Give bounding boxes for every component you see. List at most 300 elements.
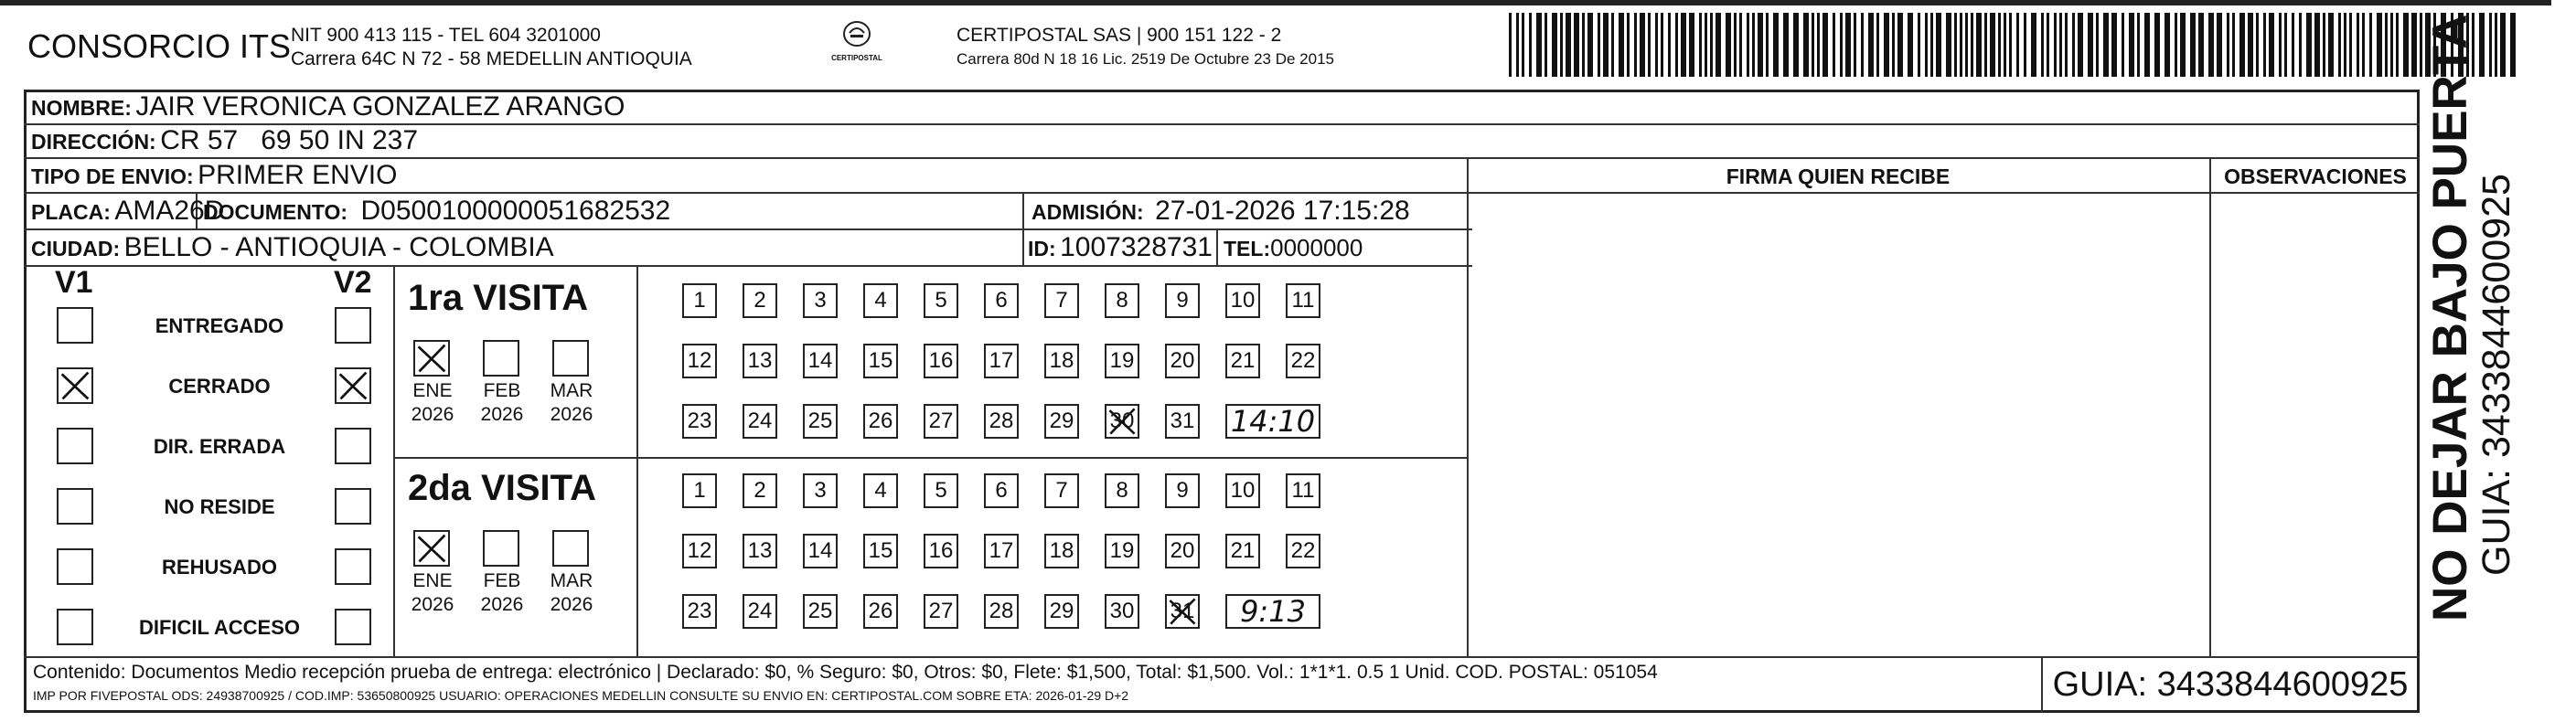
handwritten-time: 14:10 [1225, 404, 1320, 439]
document-cell [203, 196, 670, 227]
day-checkbox[interactable] [924, 594, 958, 629]
day-checkbox[interactable] [984, 404, 1019, 439]
col-divider [1467, 157, 1469, 656]
barcode-bar [2122, 13, 2124, 77]
day-checkbox[interactable] [1165, 594, 1200, 629]
id-cell [1028, 232, 1213, 263]
day-checkbox[interactable] [984, 344, 1019, 378]
barcode-bar [2338, 13, 2341, 77]
barcode-bar [1833, 13, 1835, 77]
barcode-bar [1990, 13, 1995, 77]
barcode-bar [1582, 13, 1585, 77]
year-label: 2026 [411, 594, 454, 615]
barcode-bar [2175, 13, 2177, 77]
day-checkbox[interactable] [1044, 283, 1079, 318]
barcode-bar [1699, 13, 1702, 77]
barcode-bar [1509, 13, 1512, 77]
ship-type-label: TIPO DE ENVIO: [31, 165, 194, 188]
barcode-bar [1668, 13, 1671, 77]
barcode-bar [1661, 13, 1663, 77]
barcode-bar [1803, 13, 1809, 77]
month-checkbox[interactable] [413, 340, 450, 377]
day-number: 22 [1290, 348, 1316, 373]
day-checkbox[interactable] [1105, 473, 1139, 508]
day-checkbox[interactable] [863, 594, 898, 629]
barcode-bar [2239, 13, 2245, 77]
day-checkbox[interactable] [924, 344, 958, 378]
day-number: 31 [1170, 599, 1195, 623]
day-checkbox[interactable] [1165, 534, 1200, 568]
day-checkbox[interactable] [924, 534, 958, 568]
status-label: DIFICIL ACCESO [138, 616, 300, 639]
barcode-bar [2306, 13, 2312, 77]
day-checkbox[interactable] [863, 283, 898, 318]
barcode-bar [1611, 13, 1614, 77]
month-checkbox[interactable] [483, 530, 519, 567]
side-notice [2425, 14, 2517, 621]
barcode-bar [2164, 13, 2170, 77]
day-number: 16 [928, 538, 954, 563]
month-checkbox[interactable] [413, 530, 450, 567]
barcode-bar [1845, 13, 1851, 77]
barcode-bar [2263, 13, 2266, 77]
plate-value: AMA26D [114, 196, 225, 226]
barcode-bar [1675, 13, 1678, 77]
row-divider [24, 265, 1472, 267]
day-checkbox[interactable] [682, 594, 717, 629]
barcode-bar [1936, 13, 1941, 77]
name-value: JAIR VERONICA GONZALEZ ARANGO [135, 91, 625, 122]
barcode-bar [1747, 13, 1749, 77]
barcode-bar [1918, 13, 1920, 77]
day-checkbox[interactable] [1105, 283, 1139, 318]
status-label: ENTREGADO [155, 314, 284, 337]
company-info [291, 24, 692, 71]
footer-divider [24, 656, 2420, 658]
day-number: 31 [1170, 409, 1195, 433]
barcode-bar [2031, 13, 2036, 77]
handwritten-x-mark [59, 369, 91, 402]
v1-checkbox[interactable] [57, 548, 93, 585]
day-checkbox[interactable] [743, 534, 777, 568]
day-checkbox[interactable] [863, 404, 898, 439]
v1-checkbox[interactable] [57, 428, 93, 464]
barcode-bar [1971, 13, 1973, 77]
barcode-bar [1897, 13, 1903, 77]
barcode-bar [2284, 13, 2287, 77]
barcode-bar [2217, 13, 2222, 77]
barcode-bar [1783, 13, 1789, 77]
barcode-bar [2047, 13, 2049, 77]
day-checkbox[interactable] [1105, 594, 1139, 629]
day-number: 1 [693, 478, 706, 503]
logo-emblem-icon [839, 20, 875, 51]
barcode-bar [1793, 13, 1799, 77]
year-label: 2026 [411, 404, 454, 425]
footer-printer: IMP POR FIVEPOSTAL ODS: 24938700925 / COD.IMP: 53650800925 USUARIO: OPERACIONES MEDELLIN CONSULTE SU ENVIO EN: CERTIPOSTAL.COM SOBRE ETA: 2026-01-29 D+2 [33, 688, 1129, 703]
barcode-bar [2396, 13, 2399, 77]
v2-checkbox[interactable] [335, 428, 371, 464]
barcode-bar [2362, 13, 2365, 77]
row-divider [24, 228, 1472, 230]
city-cell [31, 232, 554, 263]
day-number: 10 [1230, 288, 1256, 313]
barcode-bar [1529, 13, 1532, 77]
day-checkbox[interactable] [682, 344, 717, 378]
tel-value: 0000000 [1270, 234, 1363, 261]
name-row [31, 91, 625, 122]
barcode-bar [1925, 13, 1928, 77]
barcode-bar [1752, 13, 1755, 77]
handwritten-x-mark [337, 369, 369, 402]
top-border-line [0, 0, 2551, 5]
day-checkbox[interactable] [1225, 283, 1260, 318]
barcode-bar [1681, 13, 1686, 77]
barcode-bar [1876, 13, 1879, 77]
status-label: NO RESIDE [164, 495, 275, 518]
barcode-bar [1984, 13, 1987, 77]
barcode-bar [1773, 13, 1779, 77]
day-checkbox[interactable] [1286, 534, 1320, 568]
day-number: 11 [1291, 288, 1315, 313]
day-number: 10 [1230, 478, 1256, 503]
barcode-bar [2078, 13, 2083, 77]
barcode-bar [2420, 13, 2422, 77]
barcode-bar [2411, 13, 2417, 77]
barcode-bar [1560, 13, 1563, 77]
day-checkbox[interactable] [1165, 283, 1200, 318]
v2-checkbox[interactable] [335, 548, 371, 585]
day-number: 25 [807, 599, 833, 623]
day-number: 26 [868, 599, 893, 623]
day-number: 18 [1049, 538, 1074, 563]
day-checkbox[interactable] [924, 404, 958, 439]
day-checkbox[interactable] [1044, 404, 1079, 439]
barcode-bar [1960, 13, 1962, 77]
barcode-bar [1640, 13, 1645, 77]
day-number: 25 [807, 409, 833, 433]
day-checkbox[interactable] [743, 344, 777, 378]
day-number: 11 [1291, 478, 1315, 503]
v2-checkbox[interactable] [335, 488, 371, 525]
day-checkbox[interactable] [1286, 344, 1320, 378]
document-label: DOCUMENTO: [203, 200, 348, 224]
day-number: 13 [747, 348, 773, 373]
day-checkbox[interactable] [1225, 344, 1260, 378]
barcode-bar [1716, 13, 1721, 77]
v2-checkbox[interactable] [335, 609, 371, 645]
v1-checkbox[interactable] [57, 367, 93, 404]
row-divider [24, 157, 2420, 159]
month-checkbox[interactable] [483, 340, 519, 377]
barcode-bar [2180, 13, 2186, 77]
document-value: D0500100000051682532 [360, 196, 671, 226]
carrier-address: Carrera 80d N 18 16 Lic. 2519 De Octubre 23 De 2015 [957, 50, 1334, 68]
barcode-bar [1734, 13, 1737, 77]
barcode-bar [1954, 13, 1957, 77]
year-label: 2026 [550, 594, 593, 615]
day-number: 7 [1055, 288, 1068, 313]
day-number: 7 [1055, 478, 1068, 503]
day-checkbox[interactable] [682, 283, 717, 318]
day-number: 14 [807, 348, 833, 373]
company-nit: NIT 900 413 115 - TEL 604 3201000 [291, 25, 601, 46]
admission-label: ADMISIÓN: [1031, 200, 1144, 224]
barcode-bar [1868, 13, 1874, 77]
day-number: 24 [747, 599, 773, 623]
status-label: REHUSADO [162, 556, 277, 579]
barcode-bar [1587, 13, 1593, 77]
status-label: CERRADO [168, 375, 271, 398]
day-number: 28 [989, 409, 1014, 433]
v2-checkbox[interactable] [335, 307, 371, 344]
barcode-bar [2344, 13, 2346, 77]
day-number: 3 [814, 288, 827, 313]
day-number: 14 [807, 538, 833, 563]
year-label: 2026 [480, 594, 524, 615]
day-number: 5 [935, 478, 947, 503]
day-number: 26 [868, 409, 893, 433]
month-label: FEB [483, 380, 521, 401]
day-checkbox[interactable] [1286, 283, 1320, 318]
barcode-bar [2349, 13, 2352, 77]
v2-checkbox[interactable] [335, 367, 371, 404]
month-label: ENE [412, 380, 453, 401]
barcode-bar [2009, 13, 2012, 77]
barcode-bar [2299, 13, 2302, 77]
day-checkbox[interactable] [1105, 404, 1139, 439]
barcode-bar [1545, 13, 1547, 77]
day-number: 2 [754, 478, 766, 503]
barcode-bar [2377, 13, 2382, 77]
barcode-bar [2227, 13, 2229, 77]
day-checkbox[interactable] [984, 594, 1019, 629]
barcode-bar [1854, 13, 1856, 77]
v1-label: V1 [55, 265, 93, 300]
month-label: ENE [412, 570, 453, 591]
barcode-bar [1739, 13, 1742, 77]
day-number: 8 [1116, 288, 1128, 313]
day-checkbox[interactable] [743, 404, 777, 439]
barcode-bar [2357, 13, 2359, 77]
v1-checkbox[interactable] [57, 609, 93, 645]
barcode-bar [1634, 13, 1637, 77]
company-name: CONSORCIO ITS [27, 27, 292, 65]
col-divider [1022, 192, 1024, 265]
day-checkbox[interactable] [1165, 404, 1200, 439]
first-visit-title: 1ra VISITA [408, 278, 589, 318]
day-checkbox[interactable] [984, 473, 1019, 508]
day-number: 21 [1230, 348, 1256, 373]
barcode-bar [2154, 13, 2160, 77]
carrier-name: CERTIPOSTAL SAS | 900 151 122 - 2 [957, 25, 1282, 46]
year-label: 2026 [480, 404, 524, 425]
barcode-bar [1552, 13, 1557, 77]
day-checkbox[interactable] [1105, 344, 1139, 378]
barcode-bar [2065, 13, 2068, 77]
footer-contents: Contenido: Documentos Medio recepción prueba de entrega: electrónico | Declarado: $0, % Seguro: $0, Otros: $0, Flete: $1,500, Total: $1,500. Vol.: 1*1*1. 0.5 1 Unid. COD. POSTAL: 051054 [33, 662, 1658, 683]
barcode-bar [2054, 13, 2057, 77]
day-checkbox[interactable] [743, 473, 777, 508]
barcode-bar [1930, 13, 1933, 77]
day-number: 6 [995, 288, 1008, 313]
day-number: 12 [687, 538, 712, 563]
barcode [1507, 13, 2522, 77]
day-checkbox[interactable] [984, 283, 1019, 318]
day-checkbox[interactable] [803, 404, 838, 439]
day-number: 13 [747, 538, 773, 563]
v2-label: V2 [334, 265, 372, 300]
barcode-bar [1812, 13, 1814, 77]
day-checkbox[interactable] [1165, 344, 1200, 378]
barcode-bar [2279, 13, 2282, 77]
day-checkbox[interactable] [1286, 473, 1320, 508]
barcode-bar [2256, 13, 2259, 77]
day-checkbox[interactable] [803, 283, 838, 318]
barcode-bar [1758, 13, 1763, 77]
barcode-bar [2016, 13, 2019, 77]
day-checkbox[interactable] [682, 473, 717, 508]
barcode-bar [2248, 13, 2253, 77]
barcode-bar [1840, 13, 1843, 77]
side-notice-main: NO DEJAR BAJO PUERTA [2423, 14, 2477, 621]
barcode-bar [2292, 13, 2294, 77]
admission-value: 27-01-2026 17:15:28 [1155, 196, 1410, 226]
handwritten-time: 9:13 [1225, 594, 1320, 629]
day-checkbox[interactable] [1165, 473, 1200, 508]
col-divider [393, 265, 395, 656]
day-number: 22 [1290, 538, 1316, 563]
barcode-bar [2059, 13, 2062, 77]
barcode-bar [2314, 13, 2320, 77]
day-checkbox[interactable] [743, 283, 777, 318]
barcode-bar [1998, 13, 2001, 77]
day-checkbox[interactable] [1225, 473, 1260, 508]
day-number: 4 [874, 288, 887, 313]
col-divider [1216, 228, 1218, 265]
barcode-bar [2072, 13, 2075, 77]
v1-checkbox[interactable] [57, 307, 93, 344]
day-number: 12 [687, 348, 712, 373]
barcode-bar [1516, 13, 1519, 77]
day-number: 18 [1049, 348, 1074, 373]
barcode-bar [2004, 13, 2006, 77]
id-label: ID: [1028, 237, 1056, 260]
barcode-bar [2096, 13, 2099, 77]
barcode-bar [2103, 13, 2109, 77]
day-number: 30 [1109, 599, 1135, 623]
v1-checkbox[interactable] [57, 488, 93, 525]
day-checkbox[interactable] [1225, 534, 1260, 568]
handwritten-x-mark [415, 342, 448, 375]
month-checkbox[interactable] [552, 340, 589, 377]
status-label: DIR. ERRADA [153, 435, 286, 458]
certipostal-logo [825, 20, 889, 62]
row-divider [24, 192, 1472, 194]
day-checkbox[interactable] [924, 283, 958, 318]
day-checkbox[interactable] [1044, 344, 1079, 378]
day-checkbox[interactable] [803, 534, 838, 568]
year-label: 2026 [550, 404, 593, 425]
barcode-bar [1766, 13, 1769, 77]
barcode-bar [1619, 13, 1624, 77]
day-number: 27 [928, 409, 954, 433]
day-checkbox[interactable] [682, 534, 717, 568]
footer-text [33, 660, 2036, 706]
day-checkbox[interactable] [803, 473, 838, 508]
barcode-bar [1710, 13, 1713, 77]
day-checkbox[interactable] [1105, 534, 1139, 568]
col-divider [2209, 157, 2211, 656]
barcode-bar [1522, 13, 1524, 77]
day-number: 23 [687, 599, 712, 623]
month-label: FEB [483, 570, 521, 591]
month-checkbox[interactable] [552, 530, 589, 567]
barcode-bar [1976, 13, 1982, 77]
barcode-bar [1884, 13, 1889, 77]
side-notice-guide: GUIA: 3433844600925 [2474, 174, 2518, 576]
barcode-bar [2088, 13, 2093, 77]
col-divider [636, 265, 638, 656]
day-checkbox[interactable] [984, 534, 1019, 568]
day-number: 8 [1116, 478, 1128, 503]
day-checkbox[interactable] [924, 473, 958, 508]
barcode-bar [2232, 13, 2235, 77]
barcode-bar [1946, 13, 1951, 77]
day-number: 20 [1170, 538, 1195, 563]
day-number: 3 [814, 478, 827, 503]
plate-cell [31, 196, 224, 227]
month-label: MAR [550, 380, 593, 401]
handwritten-x-mark [1106, 406, 1138, 437]
day-checkbox[interactable] [1044, 534, 1079, 568]
day-number: 5 [935, 288, 947, 313]
day-checkbox[interactable] [803, 594, 838, 629]
barcode-bar [2198, 13, 2204, 77]
day-checkbox[interactable] [803, 344, 838, 378]
plate-label: PLACA: [31, 200, 111, 224]
barcode-bar [1627, 13, 1630, 77]
barcode-bar [1822, 13, 1828, 77]
day-checkbox[interactable] [682, 404, 717, 439]
barcode-bar [1726, 13, 1731, 77]
barcode-bar [2041, 13, 2044, 77]
day-checkbox[interactable] [863, 534, 898, 568]
ship-type-row [31, 160, 397, 191]
barcode-bar [2323, 13, 2325, 77]
row-divider [1467, 192, 2420, 194]
day-number: 29 [1049, 409, 1074, 433]
day-number: 23 [687, 409, 712, 433]
day-checkbox[interactable] [743, 594, 777, 629]
day-checkbox[interactable] [863, 344, 898, 378]
second-visit-title: 2da VISITA [408, 468, 596, 508]
day-checkbox[interactable] [1044, 473, 1079, 508]
city-value: BELLO - ANTIOQUIA - COLOMBIA [123, 232, 554, 262]
day-number: 1 [693, 288, 706, 313]
barcode-bar [1655, 13, 1658, 77]
admission-cell [1031, 196, 1410, 227]
barcode-bar [1566, 13, 1571, 77]
name-label: NOMBRE: [31, 96, 132, 120]
handwritten-x-mark [415, 532, 448, 565]
observations-header: OBSERVACIONES [2224, 165, 2407, 188]
day-checkbox[interactable] [863, 473, 898, 508]
day-number: 2 [754, 288, 766, 313]
day-checkbox[interactable] [1044, 594, 1079, 629]
day-number: 17 [989, 348, 1014, 373]
barcode-bar [2137, 13, 2140, 77]
